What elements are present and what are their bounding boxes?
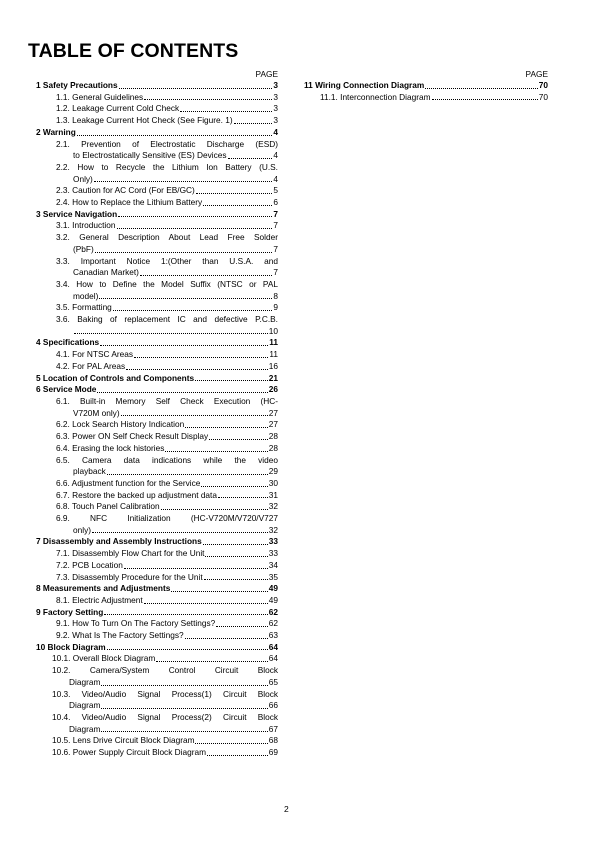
toc-entry-label: 7.2. PCB Location <box>56 559 123 570</box>
toc-page-number: 63 <box>268 630 278 641</box>
toc-section-link[interactable] <box>36 583 278 595</box>
toc-section-link[interactable] <box>36 80 278 92</box>
toc-subsection-link[interactable] <box>36 220 278 232</box>
toc-entry-label: (PbF) <box>73 243 94 254</box>
toc-entry-label: 6.2. Lock Search History Indication <box>56 419 185 430</box>
toc-subsection-link[interactable] <box>36 630 278 642</box>
dot-leader <box>92 532 268 533</box>
dot-leader <box>209 439 268 440</box>
dot-leader <box>196 193 273 194</box>
toc-entry-continuation <box>52 724 278 736</box>
dot-leader <box>203 205 272 206</box>
dot-leader <box>119 88 273 89</box>
toc-page-number: 62 <box>268 606 278 617</box>
dot-leader <box>95 252 273 253</box>
toc-page-number: 4 <box>273 173 278 184</box>
toc-entry-continuation <box>52 700 278 712</box>
dot-leader <box>185 427 268 428</box>
toc-entry-label: Diagram <box>69 676 101 687</box>
dot-leader <box>205 556 267 557</box>
toc-subsection-link[interactable] <box>36 548 278 560</box>
toc-entry-label: 6.3. Power ON Self Check Result Display <box>56 431 209 442</box>
page-column-header: PAGE <box>255 69 278 79</box>
dot-leader <box>425 88 538 89</box>
toc-list <box>304 80 548 103</box>
dot-leader <box>228 158 273 159</box>
dot-leader <box>134 357 268 358</box>
toc-page-number: 4 <box>273 150 278 161</box>
page-column-header: PAGE <box>525 69 548 79</box>
dot-leader <box>74 333 268 334</box>
toc-entry-label: 10.3. Video/Audio Signal Process(1) Circuit Block <box>52 688 278 699</box>
toc-entry-continuation <box>52 677 278 689</box>
toc-right-column <box>304 68 548 103</box>
toc-page-number: 33 <box>268 536 278 547</box>
toc-entry-label: 7.3. Disassembly Procedure for the Unit <box>56 571 203 582</box>
toc-entry-label: 3.2. General Description About Lead Free Solder <box>56 232 278 243</box>
toc-entry-label: 6.8. Touch Panel Calibration <box>56 501 160 512</box>
toc-page-number: 7 <box>273 208 278 219</box>
toc-section-link[interactable] <box>36 642 278 654</box>
toc-page-number: 3 <box>273 80 278 90</box>
toc-page-number: 69 <box>268 747 278 758</box>
page-title: TABLE OF CONTENTS <box>28 40 239 62</box>
toc-page-number: 62 <box>268 618 278 629</box>
toc-page-number: 28 <box>268 442 278 453</box>
toc-entry-continuation <box>56 267 278 279</box>
toc-page-number: 28 <box>268 431 278 442</box>
toc-page-number: 66 <box>268 700 278 711</box>
toc-page-number: 68 <box>268 735 278 746</box>
dot-leader <box>124 568 268 569</box>
toc-entry-label: Diagram <box>69 723 101 734</box>
dot-leader <box>144 603 268 604</box>
toc-left-column <box>36 68 278 759</box>
toc-page-number: 64 <box>268 641 278 652</box>
toc-page-number: 64 <box>268 653 278 664</box>
toc-subsection-link[interactable] <box>36 232 278 255</box>
toc-entry-label: to Electrostatically Sensitive (ES) Devices <box>73 150 227 161</box>
dot-leader <box>113 310 273 311</box>
toc-entry-label: 9.2. What Is The Factory Settings? <box>56 630 184 641</box>
toc-page-number: 5 <box>273 185 278 196</box>
toc-entry-label: 7 Disassembly and Assembly Instructions <box>36 536 202 547</box>
toc-page-number: 21 <box>268 372 278 383</box>
page-number: 2 <box>284 804 289 814</box>
dot-leader <box>171 591 267 592</box>
toc-subsection-link[interactable] <box>36 197 278 209</box>
toc-subsection-link[interactable] <box>36 396 278 419</box>
toc-page-number: 3 <box>273 91 278 102</box>
toc-subsection-link[interactable] <box>36 92 278 104</box>
toc-entry-label: 6.5. Camera data indications while the video <box>56 454 278 465</box>
toc-entry-label: 6.7. Restore the backed up adjustment data <box>56 489 217 500</box>
toc-entry-continuation <box>56 291 278 303</box>
toc-page-number: 32 <box>268 501 278 512</box>
toc-section-link[interactable] <box>36 607 278 619</box>
toc-entry-label: 1.1. General Guidelines <box>56 91 144 102</box>
toc-page-number: 11 <box>269 337 278 348</box>
toc-page-number: 70 <box>538 80 548 90</box>
toc-page-number: 7 <box>273 220 278 231</box>
toc-subsection-link[interactable] <box>36 501 278 513</box>
dot-leader <box>99 298 272 299</box>
toc-entry-label: Canadian Market) <box>73 267 139 278</box>
toc-entry-label: 9 Factory Setting <box>36 606 104 617</box>
dot-leader <box>101 685 267 686</box>
toc-page-number: 35 <box>268 571 278 582</box>
toc-entry-label: 1.3. Leakage Current Hot Check (See Figure. 1) <box>56 115 233 126</box>
toc-subsection-link[interactable] <box>36 595 278 607</box>
dot-leader <box>104 614 267 615</box>
toc-page-number: 7 <box>273 243 278 254</box>
toc-subsection-link[interactable] <box>304 92 548 104</box>
dot-leader <box>432 99 538 100</box>
toc-page-number: 6 <box>273 197 278 208</box>
toc-subsection-link[interactable] <box>36 712 278 735</box>
toc-list <box>36 80 278 759</box>
toc-page-number: 3 <box>273 115 278 126</box>
toc-page-number: 3 <box>273 103 278 114</box>
toc-entry-label: 4.1. For NTSC Areas <box>56 349 134 360</box>
toc-entry-continuation <box>56 244 278 256</box>
toc-entry-label: 3.4. How to Define the Model Suffix (NTSC or PAL <box>56 278 278 289</box>
toc-page-number: 49 <box>268 583 278 594</box>
dot-leader <box>234 123 273 124</box>
dot-leader <box>126 369 268 370</box>
toc-subsection-link[interactable] <box>36 665 278 688</box>
dot-leader <box>140 275 272 276</box>
toc-entry-label: 4.2. For PAL Areas <box>56 360 126 371</box>
toc-entry-label: 10.2. Camera/System Control Circuit Block <box>52 665 278 676</box>
toc-entry-label: only) <box>73 524 91 535</box>
toc-page-number: 29 <box>268 466 278 477</box>
dot-leader <box>107 649 268 650</box>
dot-leader <box>204 579 268 580</box>
toc-subsection-link[interactable] <box>36 185 278 197</box>
toc-subsection-link[interactable] <box>36 689 278 712</box>
toc-subsection-link[interactable] <box>36 419 278 431</box>
toc-entry-label: Diagram <box>69 700 101 711</box>
toc-subsection-link[interactable] <box>36 572 278 584</box>
toc-entry-label: 2.1. Prevention of Electrostatic Discharge (ESD) <box>56 138 278 149</box>
toc-subsection-link[interactable] <box>36 560 278 572</box>
toc-entry-label: 6.9. NFC Initialization (HC-V720M/V720/V727 <box>56 513 278 524</box>
dot-leader <box>117 228 273 229</box>
toc-page-number: 7 <box>273 267 278 278</box>
dot-leader <box>144 99 272 100</box>
toc-entry-label: 8.1. Electric Adjustment <box>56 594 143 605</box>
dot-leader <box>97 392 267 393</box>
toc-page-number: 8 <box>273 290 278 301</box>
toc-page-number: 49 <box>268 594 278 605</box>
toc-subsection-link[interactable] <box>36 513 278 536</box>
toc-entry-label: 3.6. Baking of replacement IC and defective P.C.B. <box>56 314 278 325</box>
dot-leader <box>100 345 268 346</box>
toc-entry-label: 1 Safety Precautions <box>36 80 118 90</box>
toc-page-number: 16 <box>268 360 278 371</box>
toc-subsection-link[interactable] <box>36 478 278 490</box>
toc-subsection-link[interactable] <box>36 279 278 302</box>
toc-subsection-link[interactable] <box>36 256 278 279</box>
toc-entry-label: 2 Warning <box>36 126 76 137</box>
dot-leader <box>121 415 268 416</box>
toc-entry-continuation <box>56 326 278 338</box>
toc-entry-continuation <box>56 466 278 478</box>
toc-entry-label: 6.4. Erasing the lock histories <box>56 442 165 453</box>
toc-page-number: 31 <box>268 489 278 500</box>
toc-subsection-link[interactable] <box>36 162 278 185</box>
toc-entry-label: 2.3. Caution for AC Cord (For EB/GC) <box>56 185 195 196</box>
toc-subsection-link[interactable] <box>36 314 278 337</box>
toc-entry-continuation <box>56 150 278 162</box>
toc-page-number: 10 <box>268 325 278 336</box>
toc-entry-label: 6.1. Built-in Memory Self Check Execution (HC- <box>56 395 278 406</box>
toc-entry-label: model) <box>73 290 99 301</box>
toc-page-number: 30 <box>268 477 278 488</box>
toc-entry-label: 9.1. How To Turn On The Factory Settings? <box>56 618 216 629</box>
toc-section-link[interactable] <box>36 536 278 548</box>
toc-subsection-link[interactable] <box>36 747 278 759</box>
toc-subsection-link[interactable] <box>36 490 278 502</box>
toc-entry-continuation <box>56 525 278 537</box>
toc-subsection-link[interactable] <box>36 349 278 361</box>
toc-entry-label: 10 Block Diagram <box>36 641 106 652</box>
toc-page-number: 27 <box>268 407 278 418</box>
dot-leader <box>101 708 267 709</box>
toc-page-number: 65 <box>268 676 278 687</box>
toc-entry-label: 11 Wiring Connection Diagram <box>304 80 425 90</box>
toc-entry-label: 3 Service Navigation <box>36 208 118 219</box>
toc-subsection-link[interactable] <box>36 302 278 314</box>
toc-section-link[interactable] <box>36 384 278 396</box>
dot-leader <box>118 216 272 217</box>
dot-leader <box>207 755 268 756</box>
toc-entry-label: Only) <box>73 173 93 184</box>
dot-leader <box>161 509 268 510</box>
toc-entry-label: 1.2. Leakage Current Cold Check <box>56 103 180 114</box>
dot-leader <box>203 544 268 545</box>
toc-page-number: 11 <box>269 349 278 360</box>
toc-page-number: 27 <box>268 419 278 430</box>
dot-leader <box>195 380 268 381</box>
toc-entry-label: 10.1. Overall Block Diagram <box>52 653 156 664</box>
toc-entry-label: V720M only) <box>73 407 120 418</box>
dot-leader <box>107 474 268 475</box>
toc-entry-label: 11.1. Interconnection Diagram <box>320 91 431 102</box>
toc-entry-label: 4 Specifications <box>36 337 100 348</box>
toc-entry-label: 3.3. Important Notice 1:(Other than U.S.A. and <box>56 255 278 266</box>
toc-section-link[interactable] <box>36 209 278 221</box>
toc-subsection-link[interactable] <box>36 653 278 665</box>
toc-entry-continuation <box>56 408 278 420</box>
toc-subsection-link[interactable] <box>36 431 278 443</box>
toc-subsection-link[interactable] <box>36 455 278 478</box>
toc-page-number: 70 <box>538 91 548 102</box>
toc-entry-label: 2.2. How to Recycle the Lithium Ion Battery (U.S. <box>56 161 278 172</box>
toc-page-number: 9 <box>273 302 278 313</box>
toc-entry-label: 5 Location of Controls and Components <box>36 372 195 383</box>
toc-entry-label: 10.6. Power Supply Circuit Block Diagram <box>52 747 207 758</box>
toc-page-number: 67 <box>268 723 278 734</box>
toc-subsection-link[interactable] <box>36 361 278 373</box>
toc-entry-continuation <box>56 174 278 186</box>
dot-leader <box>216 626 268 627</box>
toc-entry-label: 7.1. Disassembly Flow Chart for the Unit <box>56 548 205 559</box>
toc-subsection-link[interactable] <box>36 443 278 455</box>
toc-page-number: 34 <box>268 559 278 570</box>
toc-entry-label: 10.5. Lens Drive Circuit Block Diagram <box>52 735 195 746</box>
toc-section-link[interactable] <box>304 80 548 92</box>
dot-leader <box>77 135 273 136</box>
dot-leader <box>185 638 268 639</box>
toc-subsection-link[interactable] <box>36 735 278 747</box>
toc-entry-label: 6.6. Adjustment function for the Service <box>56 477 201 488</box>
dot-leader <box>180 111 272 112</box>
dot-leader <box>156 661 267 662</box>
toc-page-number: 32 <box>268 524 278 535</box>
toc-section-link[interactable] <box>36 373 278 385</box>
toc-entry-label: 2.4. How to Replace the Lithium Battery <box>56 197 203 208</box>
toc-section-link[interactable] <box>36 337 278 349</box>
toc-subsection-link[interactable] <box>36 139 278 162</box>
toc-entry-label: 8 Measurements and Adjustments <box>36 583 171 594</box>
dot-leader <box>195 743 267 744</box>
toc-subsection-link[interactable] <box>36 115 278 127</box>
toc-entry-label: 3.1. Introduction <box>56 220 116 231</box>
dot-leader <box>165 451 267 452</box>
dot-leader <box>101 731 267 732</box>
toc-entry-label: 10.4. Video/Audio Signal Process(2) Circuit Block <box>52 711 278 722</box>
toc-page-number: 33 <box>268 548 278 559</box>
toc-subsection-link[interactable] <box>36 103 278 115</box>
toc-subsection-link[interactable] <box>36 618 278 630</box>
toc-page-number: 4 <box>273 126 278 137</box>
dot-leader <box>94 181 273 182</box>
toc-entry-label: 3.5. Formatting <box>56 302 112 313</box>
dot-leader <box>218 497 268 498</box>
toc-entry-label: 6 Service Mode <box>36 384 97 395</box>
toc-section-link[interactable] <box>36 127 278 139</box>
dot-leader <box>201 486 267 487</box>
toc-entry-label: playback <box>73 466 106 477</box>
toc-page-number: 26 <box>268 384 278 395</box>
